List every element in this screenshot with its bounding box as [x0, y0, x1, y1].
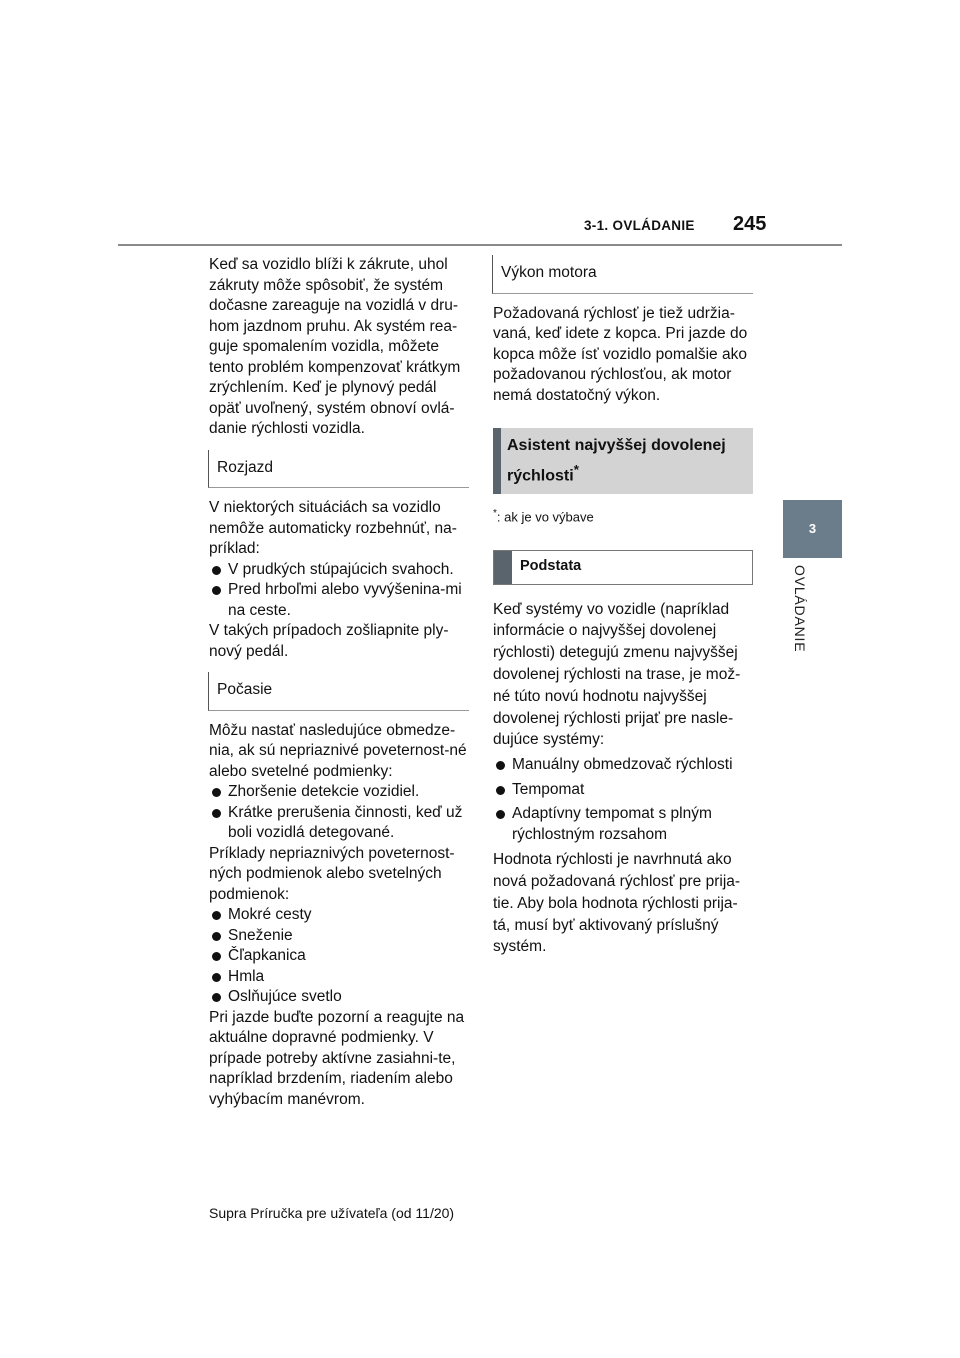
list-item: Mokré cesty	[209, 905, 469, 926]
section-heading-text: Asistent najvyššej dovolenej rýchlosti	[507, 437, 726, 485]
list-item: Pred hrboľmi alebo vyvýšenina-mi na ceste.	[209, 580, 469, 621]
left-column	[209, 255, 469, 1110]
paragraph: Príklady nepriaznivých poveternost-ných podmienok alebo svetelných podmienok:	[209, 844, 455, 903]
list-item: Manuálny obmedzovač rýchlosti	[493, 755, 753, 776]
subsection-heading-podstata: Podstata	[493, 550, 753, 585]
list-item: Adaptívny tempomat s plným rýchlostným rozsahom	[493, 804, 753, 845]
paragraph: Keď sa vozidlo blíži k zákrute, uhol zákruty môže spôsobiť, že systém dočasne zareaguje na vozidlá v dru-hom jazdnom pruhu. Ak systém rea-guje spomalením vozidla, môžete tento problém kompenzovať krátkym zrýchlením. Keď je plynový pedál opäť uvoľnený, systém obnoví ovlá-danie rýchlosti vozidla.	[209, 256, 461, 437]
subheading-vykon-motora: Výkon motora	[492, 255, 753, 294]
list-item: Krátke prerušenia činnosti, keď už boli vozidlá detegované.	[209, 803, 469, 844]
paragraph: Keď systémy vo vozidle (napríklad informácie o najvyššej dovolenej rýchlosti) detegujú zmenu najvyššej dovolenej rýchlosti na trase, je mož-né túto novú hodnotu najvyššej dovolenej rýchlosti prijať pre nasle-dujúce systémy:	[493, 600, 741, 749]
list-item: Čľapkanica	[209, 946, 469, 967]
list-item: Tempomat	[493, 780, 753, 801]
subheading-rozjazd: Rozjazd	[208, 450, 469, 489]
section-heading	[493, 428, 753, 494]
chapter-side-label: OVLÁDANIE	[792, 565, 808, 653]
header-divider	[118, 244, 842, 246]
chapter-title: 3-1. OVLÁDANIE	[584, 218, 695, 233]
chapter-tab: 3	[783, 500, 842, 558]
footnote-text: : ak je vo výbave	[496, 509, 594, 525]
page-number: 245	[733, 213, 767, 235]
footnote-marker: *	[493, 508, 497, 520]
right-column	[493, 255, 753, 958]
list-item: Zhoršenie detekcie vozidiel.	[209, 782, 469, 803]
list-item: Oslňujúce svetlo	[209, 987, 469, 1008]
footnote	[493, 504, 753, 528]
subheading-pocasie: Počasie	[208, 672, 469, 711]
paragraph: V takých prípadoch zošliapnite ply-nový pedál.	[209, 622, 449, 660]
footer-text: Supra Príručka pre užívateľa (od 11/20)	[209, 1205, 455, 1221]
paragraph: Požadovaná rýchlosť je tiež udržia-vaná, keď idete z kopca. Pri jazde do kopca môže ísť vozidlo pomalšie ako požadovanou rýchlosťou, ak motor nemá dostatočný výkon.	[493, 304, 748, 404]
list-item: V prudkých stúpajúcich svahoch.	[209, 560, 469, 581]
paragraph: Pri jazde buďte pozorní a reagujte na aktuálne dopravné podmienky. V prípade potreby aktívne zasiahni-te, napríklad brzdením, riadením alebo vyhýbacím manévrom.	[209, 1008, 465, 1108]
paragraph: V niektorých situáciách sa vozidlo nemôže automaticky rozbehnúť, na-príklad:	[209, 499, 457, 557]
footnote-marker: *	[573, 462, 579, 477]
paragraph: Hodnota rýchlosti je navrhnutá ako nová požadovaná rýchlosť pre prija-tie. Aby bola hodnota rýchlosti prija-tá, musí byť aktivovaný príslušný systém.	[493, 851, 741, 956]
list-item: Hmla	[209, 967, 469, 988]
list-item: Sneženie	[209, 926, 469, 947]
paragraph: Môžu nastať nasledujúce obmedze-nia, ak sú nepriaznivé poveternost-né alebo svetelné podmienky:	[209, 721, 467, 780]
